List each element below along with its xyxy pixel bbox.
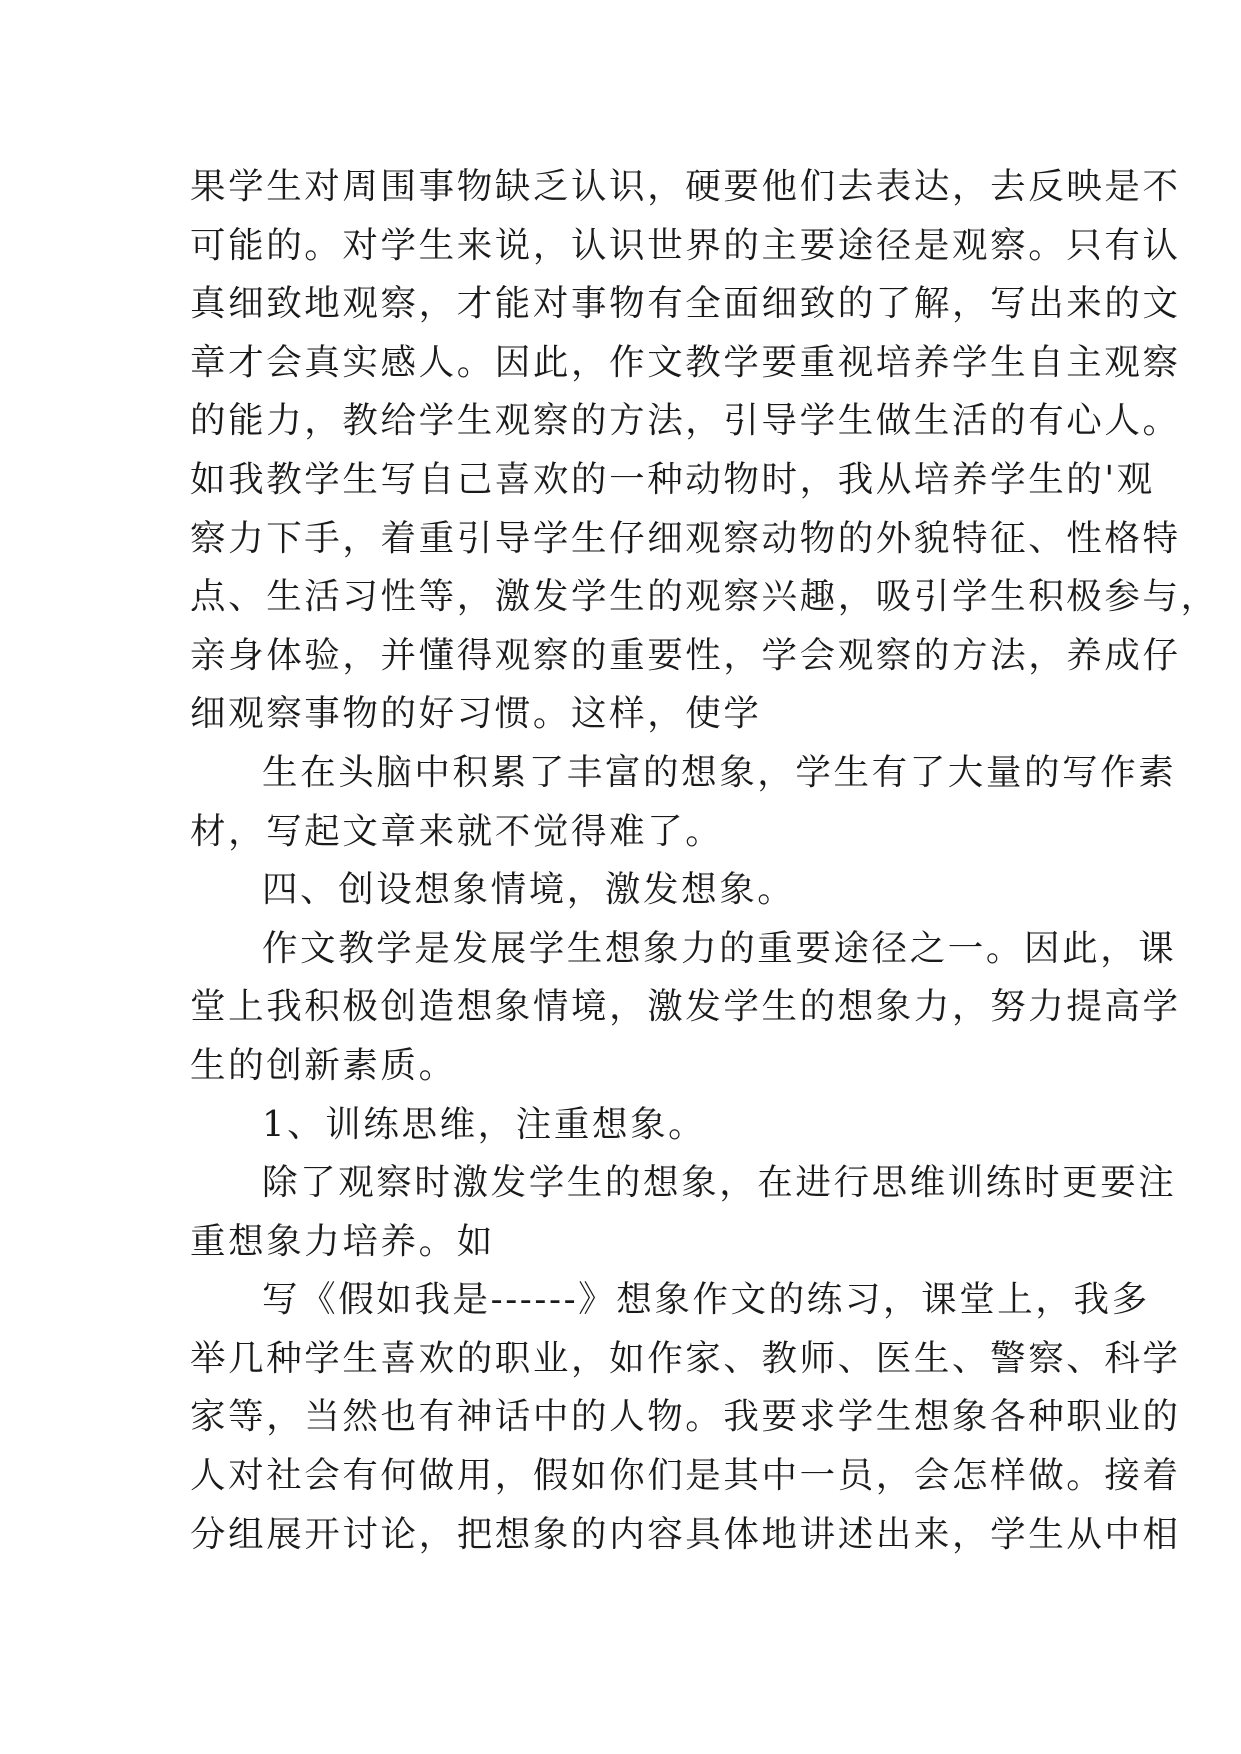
text-line: 人对社会有何做用，假如你们是其中一员，会怎样做。接着 (190, 1455, 1181, 1497)
text-line: 亲身体验，并懂得观察的重要性，学会观察的方法，养成仔 (190, 634, 1181, 676)
text-line: 举几种学生喜欢的职业，如作家、教师、医生、警察、科学 (190, 1337, 1181, 1379)
text-line: 察力下手，着重引导学生仔细观察动物的外貌特征、性格特 (190, 517, 1181, 559)
text-line: 堂上我积极创造想象情境，激发学生的想象力，努力提高学 (190, 986, 1181, 1028)
text-line: 果学生对周围事物缺乏认识，硬要他们去表达，去反映是不 (190, 166, 1181, 207)
text-line: 重想象力培养。如 (190, 1220, 495, 1262)
text-line: 细观察事物的好习惯。这样，使学 (190, 693, 762, 735)
text-line: 生的创新素质。 (190, 1044, 457, 1086)
text-line: 除了观察时激发学生的想象，在进行思维训练时更要注 (262, 1162, 1177, 1204)
text-line: 材，写起文章来就不觉得难了。 (190, 810, 724, 852)
text-line: 可能的。对学生来说，认识世界的主要途径是观察。只有认 (190, 224, 1181, 266)
section-heading: 四、创设想象情境，激发想象。 (262, 869, 796, 911)
text-line: 点、生活习性等，激发学生的观察兴趣，吸引学生积极参与， (190, 576, 1219, 618)
text-line: 作文教学是发展学生想象力的重要途径之一。因此，课 (262, 927, 1177, 969)
text-line: 的能力，教给学生观察的方法，引导学生做生活的有心人。 (190, 400, 1181, 442)
text-line: 如我教学生写自己喜欢的一种动物时，我从培养学生的'观 (190, 458, 1155, 500)
text-line: 章才会真实感人。因此，作文教学要重视培养学生自主观察 (190, 341, 1181, 383)
text-line: 真细致地观察，才能对事物有全面细致的了解，写出来的文 (190, 283, 1181, 325)
text-line: 生在头脑中积累了丰富的想象，学生有了大量的写作素 (262, 751, 1177, 793)
subsection-heading: 1、训练思维，注重想象。 (262, 1103, 707, 1145)
document-body (190, 158, 1219, 1564)
text-line: 分组展开讨论，把想象的内容具体地讲述出来，学生从中相 (190, 1513, 1181, 1555)
text-line: 家等，当然也有神话中的人物。我要求学生想象各种职业的 (190, 1396, 1181, 1438)
text-line: 写《假如我是------》想象作文的练习，课堂上，我多 (262, 1279, 1150, 1321)
